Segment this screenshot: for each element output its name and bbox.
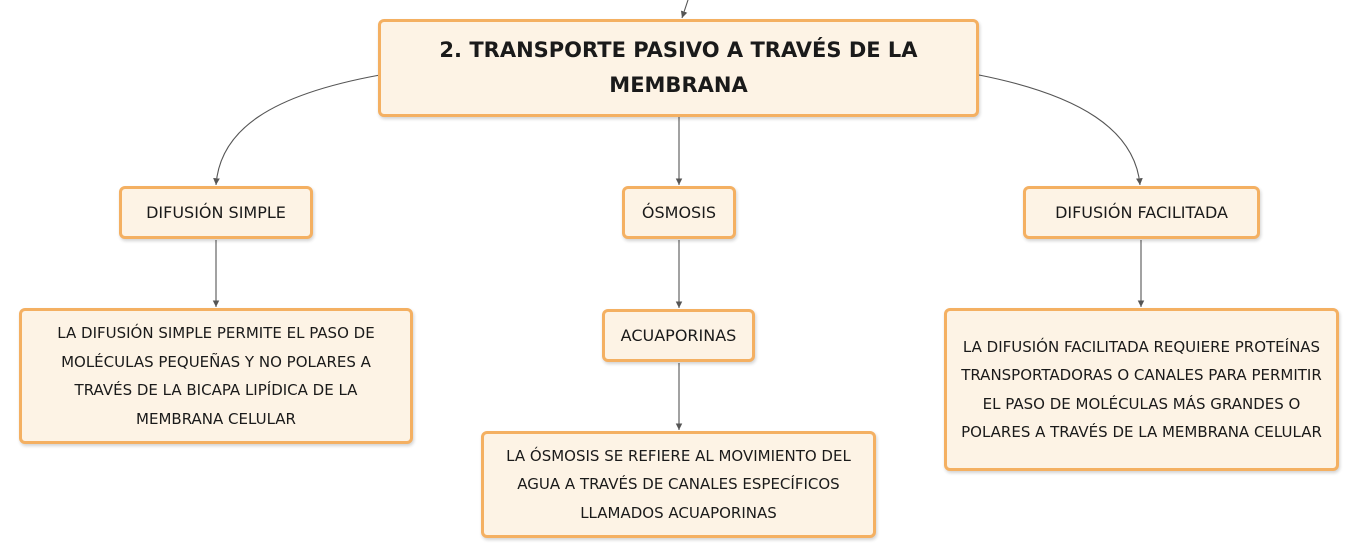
topic-node-osmosis[interactable] — [622, 186, 736, 239]
subtopic-node-label: ACUAPORINAS — [620, 325, 737, 345]
topic-node-label: DIFUSIÓN SIMPLE — [146, 202, 286, 222]
root-node[interactable] — [378, 19, 979, 117]
connector-incoming-root — [682, 0, 688, 18]
topic-node-difusion-simple[interactable] — [119, 186, 313, 239]
root-node-label: 2. TRANSPORTE PASIVO A TRAVÉS DE LA MEMBRANA — [439, 38, 918, 97]
detail-node-text: LA DIFUSIÓN SIMPLE PERMITE EL PASO DE MOLÉCULAS PEQUEÑAS Y NO POLARES A TRAVÉS DE LA BICAPA LIPÍDICA DE LA MEMBRANA CELULAR — [57, 324, 375, 428]
detail-node-difusion-simple[interactable] — [19, 308, 413, 444]
subtopic-node-acuaporinas[interactable] — [602, 309, 755, 362]
detail-node-osmosis[interactable] — [481, 431, 876, 538]
connector-root-to-difusion-simple — [216, 75, 380, 185]
detail-node-text: LA ÓSMOSIS SE REFIERE AL MOVIMIENTO DEL AGUA A TRAVÉS DE CANALES ESPECÍFICOS LLAMADOS ACUAPORINAS — [506, 446, 851, 522]
topic-node-difusion-facilitada[interactable] — [1023, 186, 1260, 239]
connector-root-to-difusion-facilitada — [979, 75, 1140, 185]
topic-node-label: DIFUSIÓN FACILITADA — [1055, 202, 1228, 222]
detail-node-difusion-facilitada[interactable] — [944, 308, 1339, 471]
detail-node-text: LA DIFUSIÓN FACILITADA REQUIERE PROTEÍNAS TRANSPORTADORAS O CANALES PARA PERMITIR EL PASO DE MOLÉCULAS MÁS GRANDES O POLARES A TRAVÉS DE LA MEMBRANA CELULAR — [961, 337, 1322, 441]
topic-node-label: ÓSMOSIS — [641, 202, 717, 222]
